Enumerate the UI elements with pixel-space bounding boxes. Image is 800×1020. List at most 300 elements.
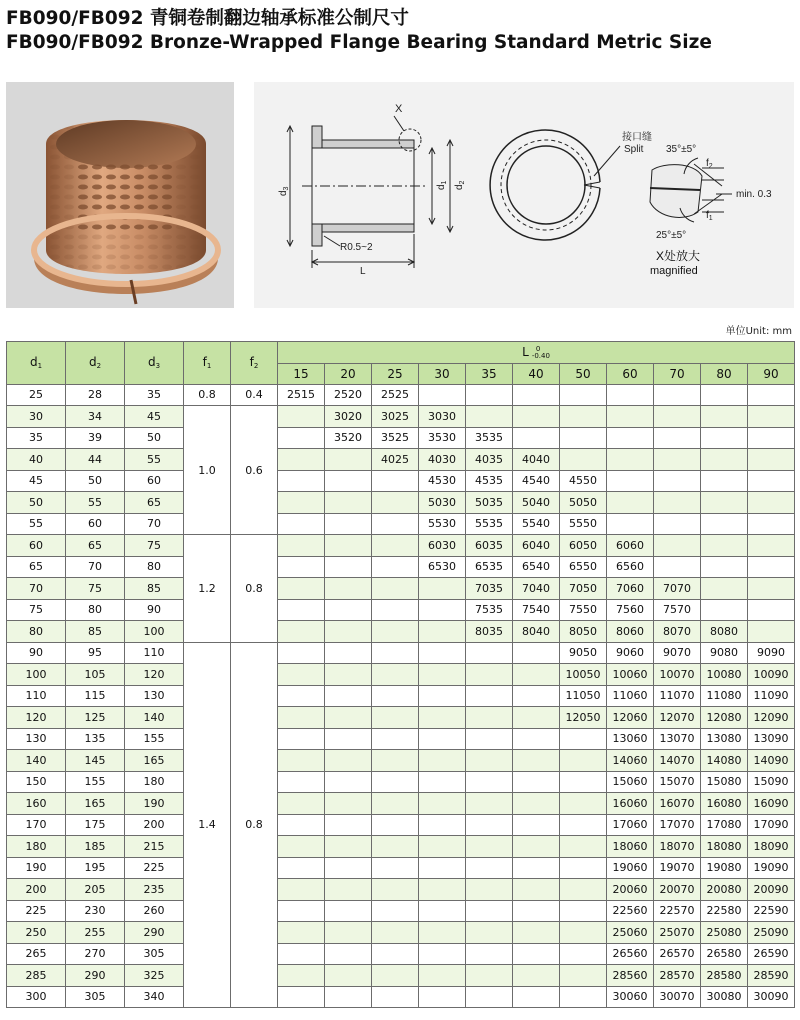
cell-part-number — [419, 879, 466, 901]
cell-part-number: 12080 — [701, 707, 748, 729]
cell-part-number: 7540 — [513, 599, 560, 621]
cell-part-number — [513, 707, 560, 729]
cell-d1: 45 — [7, 470, 66, 492]
unit-label: 单位Unit: mm — [725, 326, 792, 337]
cell-d2: 255 — [66, 922, 125, 944]
cell-part-number — [654, 513, 701, 535]
cell-part-number: 3025 — [372, 406, 419, 428]
cell-part-number: 6060 — [607, 535, 654, 557]
table-row — [7, 943, 795, 965]
cell-part-number: 17070 — [654, 814, 701, 836]
cell-part-number — [372, 857, 419, 879]
cell-d3: 190 — [125, 793, 184, 815]
cell-part-number: 22560 — [607, 900, 654, 922]
cell-part-number — [278, 664, 325, 686]
cell-part-number — [419, 836, 466, 858]
cell-part-number: 10060 — [607, 664, 654, 686]
cell-part-number — [419, 642, 466, 664]
header-length-value: 40 — [513, 363, 560, 384]
cell-d3: 130 — [125, 685, 184, 707]
cell-d3: 35 — [125, 384, 184, 406]
cell-part-number — [748, 427, 795, 449]
cell-d3: 75 — [125, 535, 184, 557]
cell-d1: 200 — [7, 879, 66, 901]
cell-part-number: 6050 — [560, 535, 607, 557]
table-row — [7, 535, 795, 557]
cell-d2: 105 — [66, 664, 125, 686]
cell-part-number — [278, 578, 325, 600]
cell-part-number: 17090 — [748, 814, 795, 836]
cell-part-number: 7060 — [607, 578, 654, 600]
cell-d2: 34 — [66, 406, 125, 428]
cell-part-number — [419, 599, 466, 621]
cell-part-number: 5030 — [419, 492, 466, 514]
cell-part-number — [372, 900, 419, 922]
cell-part-number: 7050 — [560, 578, 607, 600]
header-length-value: 70 — [654, 363, 701, 384]
cell-part-number — [372, 470, 419, 492]
cell-part-number — [278, 814, 325, 836]
cell-part-number — [607, 384, 654, 406]
page-title-en: FB090/FB092 Bronze-Wrapped Flange Bearing Standard Metric Size — [6, 32, 712, 53]
cell-d2: 185 — [66, 836, 125, 858]
cell-part-number — [560, 793, 607, 815]
label-angle-top: 35°±5° — [666, 144, 697, 155]
cell-part-number: 3030 — [419, 406, 466, 428]
cell-part-number — [325, 664, 372, 686]
cell-part-number — [607, 470, 654, 492]
cell-part-number: 10080 — [701, 664, 748, 686]
cell-part-number — [372, 922, 419, 944]
cell-part-number — [419, 814, 466, 836]
cell-part-number — [325, 879, 372, 901]
cell-part-number — [560, 879, 607, 901]
cell-part-number — [466, 922, 513, 944]
cell-part-number — [372, 728, 419, 750]
cell-part-number: 9070 — [654, 642, 701, 664]
cell-d2: 125 — [66, 707, 125, 729]
cell-d1: 65 — [7, 556, 66, 578]
cell-part-number — [466, 986, 513, 1008]
header-d3: $d_3$ — [125, 342, 184, 385]
cell-part-number — [560, 449, 607, 471]
cell-part-number: 2525 — [372, 384, 419, 406]
cell-d2: 44 — [66, 449, 125, 471]
cell-part-number — [325, 449, 372, 471]
cell-part-number — [513, 836, 560, 858]
table-row — [7, 793, 795, 815]
cell-part-number: 7550 — [560, 599, 607, 621]
cell-part-number — [278, 707, 325, 729]
header-length-value: 15 — [278, 363, 325, 384]
cell-part-number — [278, 879, 325, 901]
cell-part-number: 4040 — [513, 449, 560, 471]
cell-part-number: 5540 — [513, 513, 560, 535]
bronze-bushing-image — [6, 82, 234, 308]
table-row — [7, 578, 795, 600]
cell-part-number: 12090 — [748, 707, 795, 729]
header-d2: $d_2$ — [66, 342, 125, 385]
header-f2: $f_2$ — [231, 342, 278, 385]
cell-d2: 145 — [66, 750, 125, 772]
cell-d3: 155 — [125, 728, 184, 750]
cell-part-number: 4530 — [419, 470, 466, 492]
cell-part-number — [560, 750, 607, 772]
cell-part-number — [701, 599, 748, 621]
cell-part-number — [419, 922, 466, 944]
cell-part-number: 6030 — [419, 535, 466, 557]
cell-part-number — [419, 384, 466, 406]
cell-part-number — [372, 986, 419, 1008]
cell-d1: 265 — [7, 943, 66, 965]
cell-part-number — [278, 986, 325, 1008]
cell-part-number — [701, 406, 748, 428]
label-magnified-en: magnified — [650, 265, 698, 277]
cell-part-number — [701, 535, 748, 557]
cell-part-number — [372, 556, 419, 578]
cell-part-number — [513, 685, 560, 707]
cell-part-number: 28580 — [701, 965, 748, 987]
cell-part-number — [466, 814, 513, 836]
cell-part-number — [278, 900, 325, 922]
cell-part-number — [560, 406, 607, 428]
cell-part-number — [325, 599, 372, 621]
cell-part-number — [466, 857, 513, 879]
cell-part-number — [325, 728, 372, 750]
cell-part-number: 12060 — [607, 707, 654, 729]
cell-part-number — [325, 836, 372, 858]
label-d3: $d_3$ — [278, 186, 290, 196]
cell-part-number: 2515 — [278, 384, 325, 406]
cell-part-number — [325, 965, 372, 987]
cell-part-number: 4030 — [419, 449, 466, 471]
cell-part-number — [278, 922, 325, 944]
cell-part-number: 6535 — [466, 556, 513, 578]
cell-part-number: 28590 — [748, 965, 795, 987]
cell-part-number — [748, 556, 795, 578]
cell-part-number — [419, 685, 466, 707]
cell-d3: 120 — [125, 664, 184, 686]
cell-part-number — [654, 556, 701, 578]
cell-part-number: 11060 — [607, 685, 654, 707]
cell-part-number — [278, 449, 325, 471]
cell-part-number — [325, 922, 372, 944]
cell-part-number: 4025 — [372, 449, 419, 471]
cell-part-number — [372, 599, 419, 621]
cell-part-number — [701, 449, 748, 471]
cell-d3: 140 — [125, 707, 184, 729]
cell-part-number: 9050 — [560, 642, 607, 664]
cell-part-number — [372, 771, 419, 793]
table-row — [7, 470, 795, 492]
cell-d1: 180 — [7, 836, 66, 858]
cell-part-number — [419, 793, 466, 815]
cell-part-number: 7070 — [654, 578, 701, 600]
cell-part-number: 20070 — [654, 879, 701, 901]
cell-d3: 215 — [125, 836, 184, 858]
cell-part-number — [325, 621, 372, 643]
cell-part-number — [466, 879, 513, 901]
table-row — [7, 900, 795, 922]
cell-part-number — [278, 427, 325, 449]
cell-d2: 115 — [66, 685, 125, 707]
cell-part-number: 18060 — [607, 836, 654, 858]
cell-d3: 110 — [125, 642, 184, 664]
cell-part-number — [325, 513, 372, 535]
cell-d3: 225 — [125, 857, 184, 879]
cell-part-number — [278, 836, 325, 858]
table-row — [7, 599, 795, 621]
cell-d1: 70 — [7, 578, 66, 600]
cell-d3: 305 — [125, 943, 184, 965]
cell-part-number: 7570 — [654, 599, 701, 621]
cell-part-number — [513, 384, 560, 406]
cell-part-number — [560, 427, 607, 449]
cell-part-number: 17080 — [701, 814, 748, 836]
cell-part-number — [513, 814, 560, 836]
cell-part-number — [701, 513, 748, 535]
cell-part-number — [325, 685, 372, 707]
header-length-value: 30 — [419, 363, 466, 384]
cell-part-number — [278, 857, 325, 879]
table-row — [7, 449, 795, 471]
cell-part-number — [654, 535, 701, 557]
cell-part-number — [748, 621, 795, 643]
cell-part-number — [372, 814, 419, 836]
table-row — [7, 642, 795, 664]
cell-part-number — [372, 879, 419, 901]
cell-d2: 55 — [66, 492, 125, 514]
cell-part-number: 3020 — [325, 406, 372, 428]
cell-part-number — [560, 943, 607, 965]
cell-part-number: 5040 — [513, 492, 560, 514]
cell-part-number: 8050 — [560, 621, 607, 643]
cell-part-number: 5530 — [419, 513, 466, 535]
cell-d3: 180 — [125, 771, 184, 793]
cell-part-number — [278, 943, 325, 965]
cell-part-number — [419, 707, 466, 729]
cell-part-number — [372, 492, 419, 514]
cell-part-number — [278, 750, 325, 772]
cell-part-number: 20090 — [748, 879, 795, 901]
cell-d1: 140 — [7, 750, 66, 772]
cell-f2: 0.4 — [231, 384, 278, 406]
cell-part-number — [748, 599, 795, 621]
cell-part-number — [513, 750, 560, 772]
cell-part-number: 2520 — [325, 384, 372, 406]
cell-d3: 200 — [125, 814, 184, 836]
cell-part-number — [325, 857, 372, 879]
cell-part-number: 3520 — [325, 427, 372, 449]
cell-part-number: 26560 — [607, 943, 654, 965]
cell-part-number: 4035 — [466, 449, 513, 471]
cell-part-number — [278, 793, 325, 815]
cell-part-number: 4540 — [513, 470, 560, 492]
cell-d3: 235 — [125, 879, 184, 901]
cell-part-number: 3535 — [466, 427, 513, 449]
label-f1: $f_1$ — [706, 210, 713, 222]
cell-d3: 325 — [125, 965, 184, 987]
cell-part-number — [560, 965, 607, 987]
cell-part-number — [748, 535, 795, 557]
cell-part-number — [278, 621, 325, 643]
cell-part-number — [748, 513, 795, 535]
label-angle-bottom: 25°±5° — [656, 230, 687, 241]
cell-d1: 90 — [7, 642, 66, 664]
header-length-value: 35 — [466, 363, 513, 384]
cell-part-number — [748, 449, 795, 471]
cell-part-number: 30090 — [748, 986, 795, 1008]
header-length-value: 50 — [560, 363, 607, 384]
cell-part-number: 16090 — [748, 793, 795, 815]
cell-part-number: 7035 — [466, 578, 513, 600]
cell-d1: 300 — [7, 986, 66, 1008]
cell-d3: 65 — [125, 492, 184, 514]
cell-part-number — [278, 728, 325, 750]
cell-part-number — [419, 728, 466, 750]
cell-part-number — [278, 556, 325, 578]
cell-part-number — [372, 513, 419, 535]
cell-part-number — [325, 900, 372, 922]
cell-part-number — [419, 750, 466, 772]
cell-part-number: 7040 — [513, 578, 560, 600]
cell-part-number — [466, 750, 513, 772]
cell-part-number: 25080 — [701, 922, 748, 944]
cell-part-number — [372, 750, 419, 772]
cell-part-number — [560, 857, 607, 879]
cell-part-number: 18070 — [654, 836, 701, 858]
cell-part-number: 14070 — [654, 750, 701, 772]
table-row — [7, 771, 795, 793]
cell-d2: 39 — [66, 427, 125, 449]
cell-f1: 1.0 — [184, 406, 231, 535]
cell-part-number — [325, 535, 372, 557]
header-f1: $f_1$ — [184, 342, 231, 385]
cell-part-number — [466, 642, 513, 664]
table-row — [7, 857, 795, 879]
cell-part-number — [278, 599, 325, 621]
cell-part-number — [513, 771, 560, 793]
cell-d2: 195 — [66, 857, 125, 879]
cell-part-number — [419, 664, 466, 686]
cell-part-number: 9060 — [607, 642, 654, 664]
cell-part-number — [466, 771, 513, 793]
cell-d1: 100 — [7, 664, 66, 686]
cell-part-number: 11070 — [654, 685, 701, 707]
table-row — [7, 621, 795, 643]
cell-part-number — [466, 836, 513, 858]
cell-d3: 90 — [125, 599, 184, 621]
cell-part-number — [513, 943, 560, 965]
cell-d1: 75 — [7, 599, 66, 621]
table-row — [7, 427, 795, 449]
cell-part-number — [607, 427, 654, 449]
cell-part-number: 9090 — [748, 642, 795, 664]
table-row — [7, 922, 795, 944]
cell-d1: 120 — [7, 707, 66, 729]
cell-part-number — [513, 922, 560, 944]
cell-part-number — [654, 449, 701, 471]
cell-d1: 40 — [7, 449, 66, 471]
cell-part-number: 26590 — [748, 943, 795, 965]
cell-d1: 170 — [7, 814, 66, 836]
cell-part-number — [372, 836, 419, 858]
cell-part-number: 26570 — [654, 943, 701, 965]
cell-part-number — [325, 578, 372, 600]
cell-part-number: 12070 — [654, 707, 701, 729]
cell-part-number: 8035 — [466, 621, 513, 643]
table-row — [7, 750, 795, 772]
cell-d2: 95 — [66, 642, 125, 664]
cell-d2: 70 — [66, 556, 125, 578]
table-row — [7, 384, 795, 406]
cell-part-number — [560, 728, 607, 750]
cell-part-number — [466, 793, 513, 815]
cell-part-number: 19060 — [607, 857, 654, 879]
cell-d2: 85 — [66, 621, 125, 643]
cell-d1: 80 — [7, 621, 66, 643]
label-split-en: Split — [624, 144, 644, 155]
length-tolerance: 0 -0.40 — [531, 344, 550, 360]
cell-part-number — [654, 470, 701, 492]
cell-part-number: 5050 — [560, 492, 607, 514]
table-row — [7, 728, 795, 750]
cell-part-number — [513, 406, 560, 428]
cell-part-number: 8040 — [513, 621, 560, 643]
cell-d1: 190 — [7, 857, 66, 879]
cell-part-number: 3525 — [372, 427, 419, 449]
cell-part-number: 11050 — [560, 685, 607, 707]
cell-part-number — [513, 642, 560, 664]
cell-part-number: 22580 — [701, 900, 748, 922]
cell-part-number — [701, 427, 748, 449]
cell-d2: 230 — [66, 900, 125, 922]
cell-d1: 250 — [7, 922, 66, 944]
cell-part-number: 5035 — [466, 492, 513, 514]
cell-part-number — [325, 492, 372, 514]
cell-part-number: 9080 — [701, 642, 748, 664]
cell-part-number: 10090 — [748, 664, 795, 686]
cell-d2: 155 — [66, 771, 125, 793]
cell-part-number — [607, 449, 654, 471]
label-length: L — [360, 266, 366, 277]
cell-f2: 0.8 — [231, 642, 278, 1008]
cell-part-number: 15070 — [654, 771, 701, 793]
cell-part-number — [325, 556, 372, 578]
cell-part-number — [654, 492, 701, 514]
cell-part-number — [513, 664, 560, 686]
cell-d2: 28 — [66, 384, 125, 406]
cell-part-number: 4550 — [560, 470, 607, 492]
cell-part-number — [325, 943, 372, 965]
cell-part-number: 30070 — [654, 986, 701, 1008]
cell-part-number — [701, 492, 748, 514]
cell-part-number — [372, 621, 419, 643]
cell-part-number — [325, 814, 372, 836]
cell-part-number — [325, 986, 372, 1008]
table-row — [7, 685, 795, 707]
cell-d3: 60 — [125, 470, 184, 492]
cell-d1: 30 — [7, 406, 66, 428]
header-length-value: 80 — [701, 363, 748, 384]
cell-part-number — [560, 836, 607, 858]
cell-d1: 35 — [7, 427, 66, 449]
cell-part-number: 20080 — [701, 879, 748, 901]
cell-d1: 55 — [7, 513, 66, 535]
cell-part-number: 28570 — [654, 965, 701, 987]
header-d1: $d_1$ — [7, 342, 66, 385]
cell-part-number: 13060 — [607, 728, 654, 750]
